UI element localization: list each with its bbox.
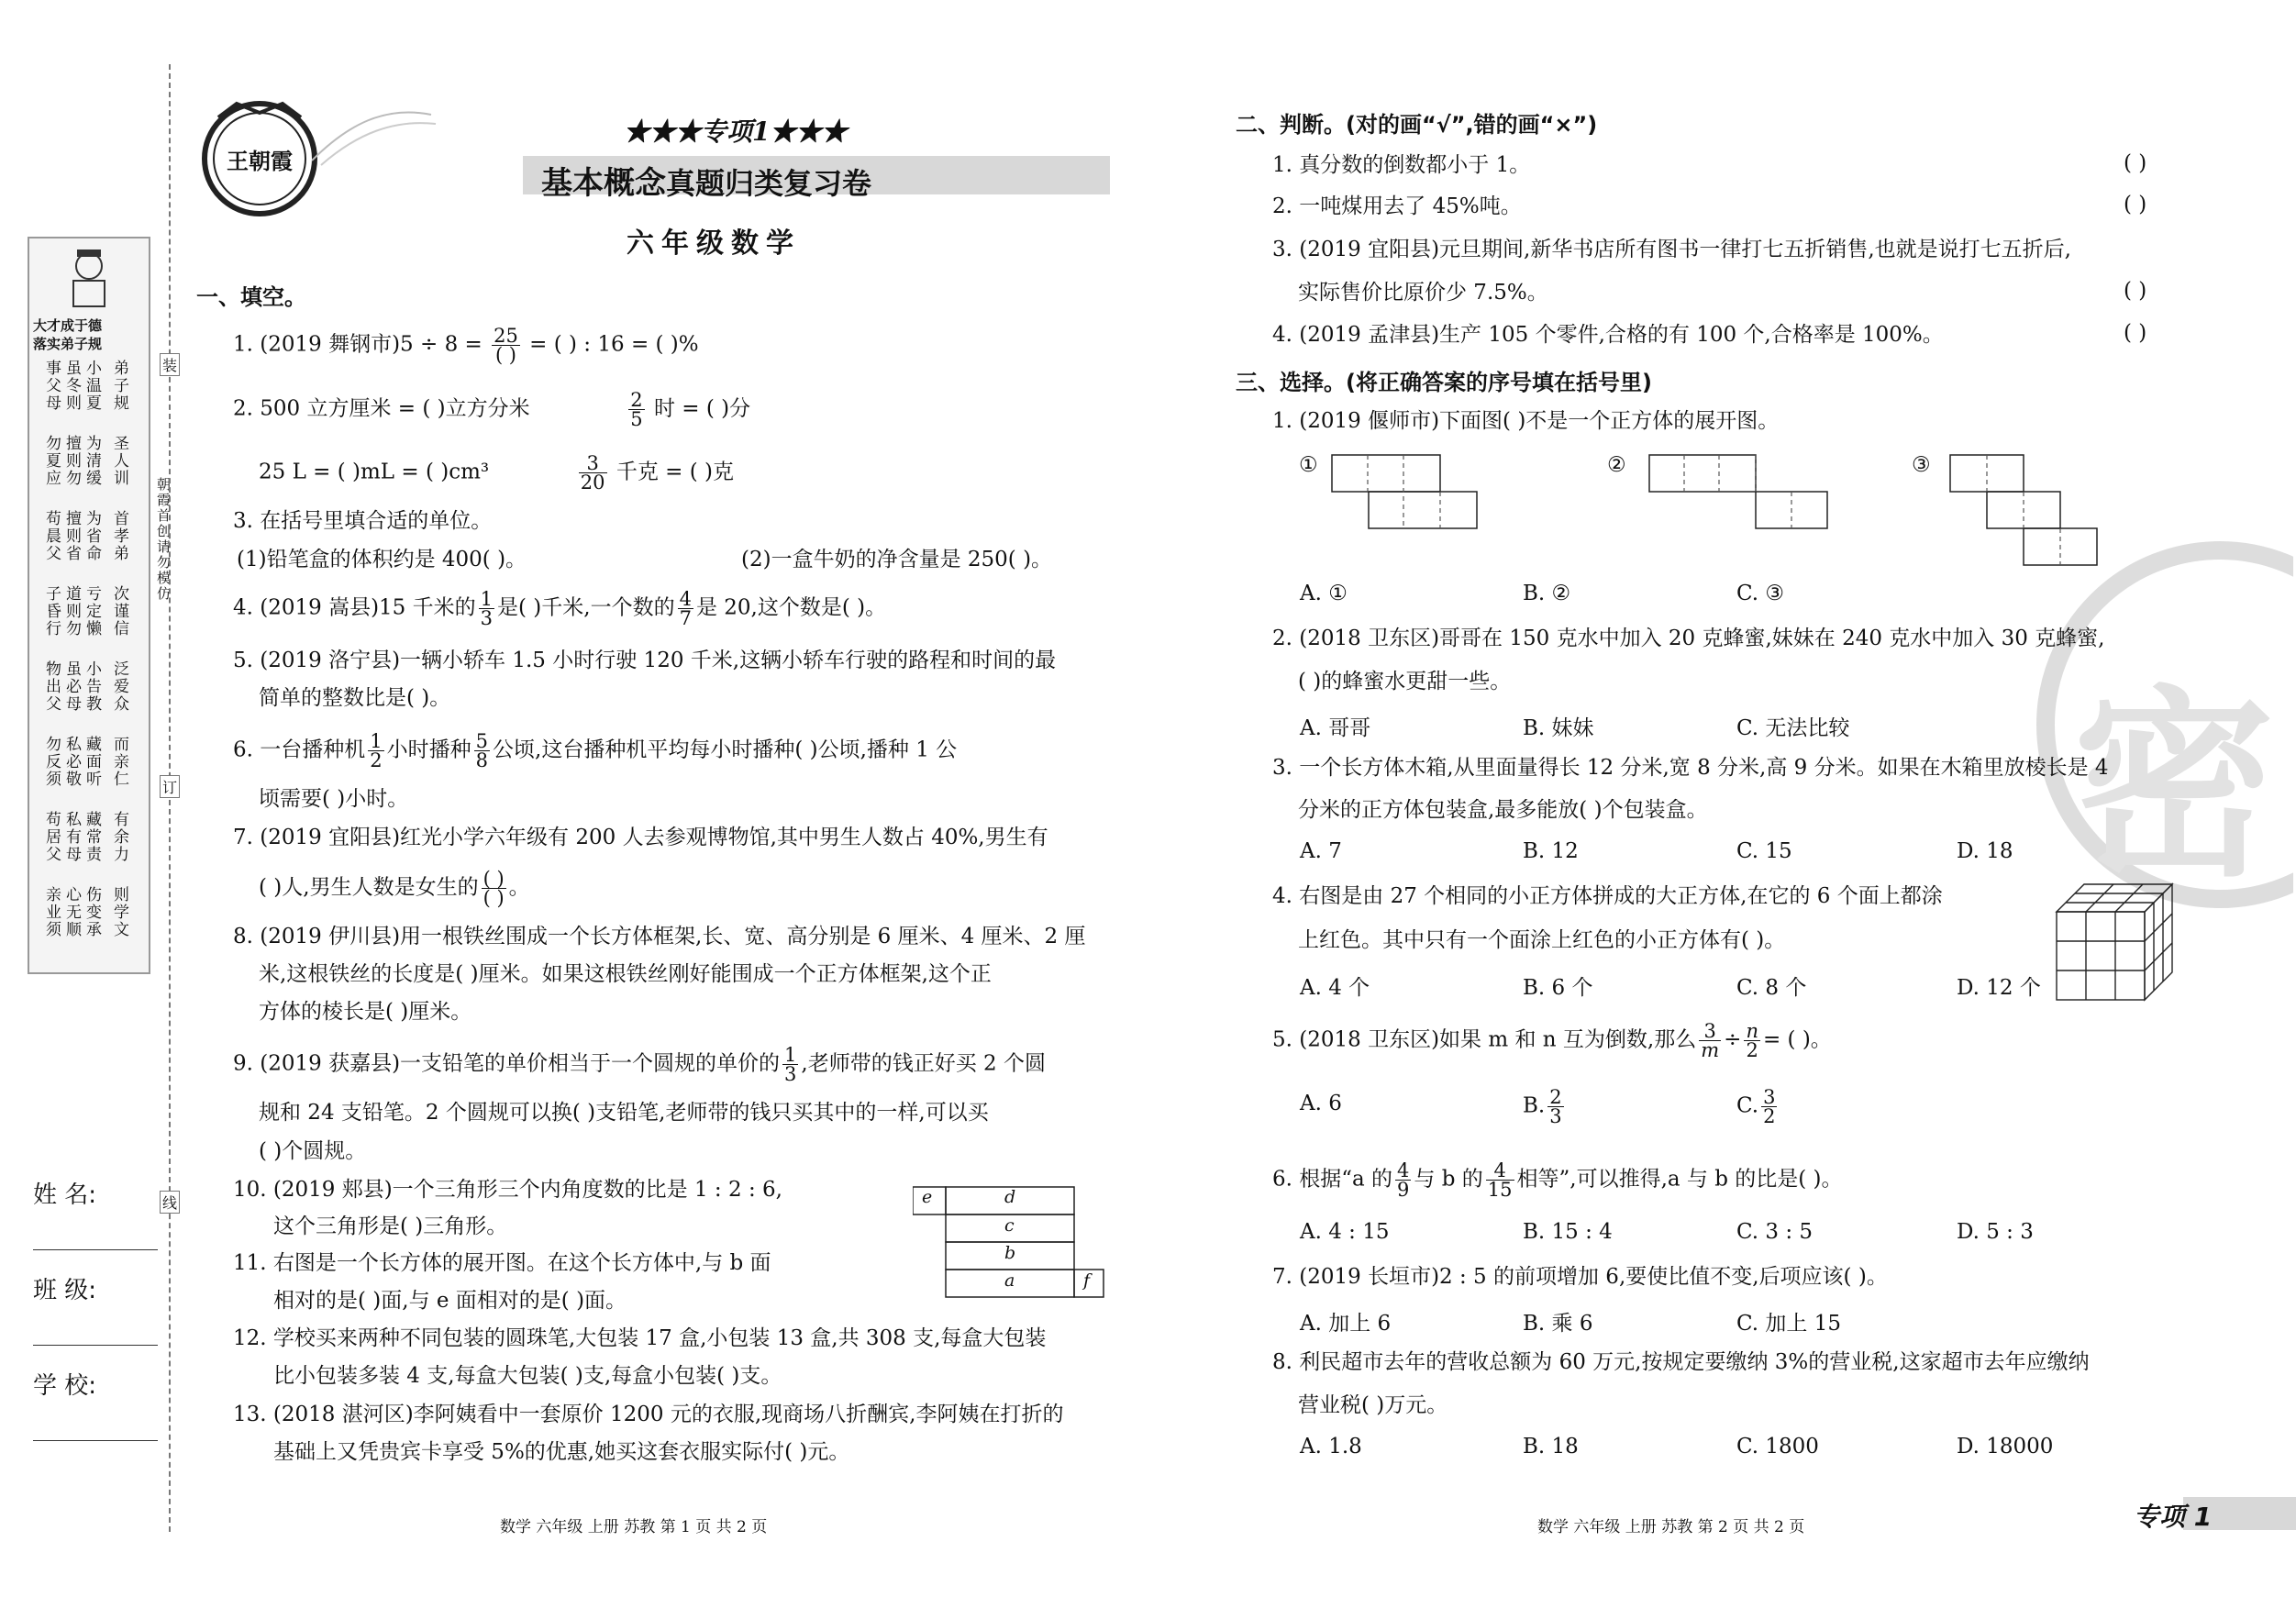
motto-column: 伤变承	[83, 886, 101, 938]
choice-8-option-c[interactable]: C. 1800	[1736, 1435, 1819, 1458]
q7-line1: 7. (2019 宜阳县)红光小学六年级有 200 人去参观博物馆,其中男生人数占 40%,男生有	[233, 826, 1048, 849]
q3: 3. 在括号里填合适的单位。	[233, 509, 493, 533]
q4-f1n: 1	[480, 588, 493, 610]
judge-2-answer[interactable]: ( )	[2124, 193, 2147, 216]
c5-post: = ( )。	[1762, 1027, 1832, 1052]
scholar-figure-icon	[57, 246, 121, 310]
logo-text: 王朝霞	[227, 148, 293, 174]
q9-l1-post: ,老师带的钱正好买 2 个圆	[801, 1051, 1046, 1076]
q7-fraction	[482, 870, 506, 907]
q6-post: 公顷,这台播种机平均每小时播种( )公顷,播种 1 公	[493, 738, 958, 762]
motto-column: 小温夏	[83, 360, 101, 412]
motto-column: 擅则勿	[62, 435, 81, 487]
c5-f2d: 2	[1746, 1039, 1758, 1061]
binding-dashed-line	[169, 64, 171, 1532]
q9-fd: 3	[784, 1063, 797, 1085]
choice-4-option-b[interactable]: B. 6 个	[1523, 976, 1593, 1000]
motto-column: 苟居父	[42, 811, 61, 863]
motto-column: 私必敬	[62, 736, 81, 788]
q5-line1: 5. (2019 洛宁县)一辆小轿车 1.5 小时行驶 120 千米,这辆小轿车行驶的路程和时间的最	[233, 649, 1057, 672]
choice-6-option-a[interactable]: A. 4 : 15	[1300, 1220, 1390, 1244]
q8-line2: 米,这根铁丝的长度是( )厘米。如果这根铁丝刚好能围成一个正方体框架,这个正	[259, 962, 992, 986]
motto-columns	[35, 360, 145, 965]
q4-pre: 4. (2019 嵩县)15 千米的	[233, 595, 476, 620]
q4-f2d: 7	[679, 607, 692, 629]
choice-4-option-d[interactable]: D. 12 个	[1957, 976, 2041, 1000]
judge-3-answer[interactable]: ( )	[2124, 279, 2147, 303]
c5-optC-n: 3	[1763, 1086, 1776, 1108]
judge-1: 1. 真分数的倒数都小于 1。	[1272, 153, 1531, 177]
choice-1-option-c[interactable]: C. ③	[1736, 582, 1785, 605]
footer-page-2: 数学 六年级 上册 苏教 第 2 页 共 2 页	[1537, 1518, 1805, 1536]
judge-3-line1: 3. (2019 宜阳县)元旦期间,新华书店所有图书一律打七五折销售,也就是说打七五折后,	[1272, 238, 2071, 261]
q2b-pre: 25 L = ( )mL = ( )cm³	[259, 460, 490, 484]
q6-line2: 顷需要( )小时。	[259, 787, 409, 811]
motto-column: 心无顺	[62, 886, 81, 938]
motto-column-right: 次谨信	[110, 585, 128, 638]
q1-post: = ( ) : 16 = ( )%	[529, 332, 699, 357]
main-title-rest: 真题归类复习卷	[666, 166, 872, 201]
motto-top-2: 落实弟子规	[33, 336, 103, 352]
net-label-2: ②	[1607, 453, 1626, 477]
motto-column: 藏常责	[83, 811, 101, 863]
net-face-c: c	[1004, 1215, 1015, 1236]
c5-mid: ÷	[1724, 1027, 1742, 1052]
motto-column: 苟晨父	[42, 510, 61, 562]
sidebar-motto-panel	[28, 237, 150, 974]
c6-fraction-2	[1486, 1161, 1514, 1199]
net-face-f: f	[1083, 1270, 1091, 1291]
choice-8-option-d[interactable]: D. 18000	[1957, 1435, 2054, 1458]
choice-3-line2: 分米的正方体包装盒,最多能放( )个包装盒。	[1298, 798, 1708, 822]
q7-fd: ( )	[482, 887, 505, 909]
section1-title: 一、填空。	[196, 284, 306, 310]
choice-6-option-c[interactable]: C. 3 : 5	[1736, 1220, 1814, 1244]
c5-f1d: m	[1701, 1039, 1720, 1061]
q9-line3: ( )个圆规。	[259, 1139, 367, 1163]
choice-7: 7. (2019 长垣市)2 : 5 的前项增加 6,要使比值不变,后项应该( )。	[1272, 1265, 1888, 1289]
c6-fraction-1	[1395, 1161, 1411, 1199]
cube-net-1	[1330, 453, 1486, 532]
motto-column: 藏面听	[83, 736, 101, 788]
q8-line1: 8. (2019 伊川县)用一根铁丝围成一个长方体框架,长、宽、高分别是 6 厘米、4 厘米、2 厘	[233, 925, 1086, 948]
q6	[233, 732, 957, 770]
cuboid-net-figure	[913, 1185, 1110, 1304]
q2b	[259, 454, 734, 492]
choice-4-line2: 上红色。其中只有一个面涂上红色的小正方体有( )。	[1298, 928, 1786, 952]
motto-column-right: 首孝弟	[110, 510, 128, 562]
q6-pre: 6. 一台播种机	[233, 738, 366, 762]
name-label: 姓 名:	[33, 1181, 97, 1209]
q2b-num: 3	[579, 454, 607, 473]
choice-5-option-c[interactable]	[1736, 1088, 1780, 1126]
q2a-den: 5	[630, 408, 643, 430]
q4-mid: 是( )千米,一个数的	[497, 595, 675, 620]
judge-3-line2: 实际售价比原价少 7.5%。	[1298, 281, 1548, 305]
motto-column-right: 而亲仁	[110, 736, 128, 788]
q6-fraction-1	[368, 732, 383, 770]
choice-1-option-a[interactable]: A. ①	[1300, 582, 1348, 605]
motto-column: 事父母	[42, 360, 61, 412]
q4-f2n: 4	[679, 588, 692, 610]
c6-mid: 与 b 的	[1414, 1167, 1483, 1192]
net-label-1: ①	[1299, 453, 1318, 477]
motto-column: 道则勿	[62, 585, 81, 638]
c6-f2d: 15	[1487, 1179, 1513, 1201]
c6-post: 相等”,可以推得,a 与 b 的比是( )。	[1516, 1167, 1843, 1192]
motto-column-right: 圣人训	[110, 435, 128, 487]
c5-optC-pre: C.	[1736, 1093, 1759, 1118]
seal-mark-bottom: 线	[160, 1191, 180, 1214]
name-field[interactable]	[33, 1249, 158, 1250]
class-label: 班 级:	[33, 1277, 97, 1304]
choice-6-option-d[interactable]: D. 5 : 3	[1957, 1220, 2034, 1244]
choice-4-option-a[interactable]: A. 4 个	[1300, 976, 1370, 1000]
q1-fraction	[492, 327, 520, 364]
motto-column: 勿夏应	[42, 435, 61, 487]
section2-title: 二、判断。(对的画“√”,错的画“×”)	[1236, 112, 1598, 138]
choice-2-option-c[interactable]: C. 无法比较	[1736, 716, 1850, 740]
q6-mid: 小时播种	[386, 738, 471, 762]
q8-line3: 方体的棱长是( )厘米。	[259, 1000, 472, 1024]
cube-net-3	[1948, 453, 2104, 571]
q1-num: 25	[494, 325, 518, 347]
q7-l2-pre: ( )人,男生人数是女生的	[259, 875, 479, 900]
motto-column-right: 则学文	[110, 886, 128, 938]
q2a-num: 2	[630, 389, 643, 411]
main-title	[541, 158, 871, 203]
q11-line2: 相对的是( )面,与 e 面相对的是( )面。	[273, 1289, 627, 1313]
q3-2: (2)一盒牛奶的净含量是 250( )。	[741, 548, 1053, 571]
motto-top-1: 大才成于德	[33, 317, 103, 334]
q11-line1: 11. 右图是一个长方体的展开图。在这个长方体中,与 b 面	[233, 1251, 771, 1275]
choice-1-option-b[interactable]: B. ②	[1523, 582, 1571, 605]
cube-net-2	[1647, 453, 1831, 532]
q10-line1: 10. (2019 郏县)一个三角形三个内角度数的比是 1 : 2 : 6,	[233, 1178, 782, 1202]
motto-column: 为省命	[83, 510, 101, 562]
q2b-fraction	[579, 454, 607, 492]
q6-f2n: 5	[475, 730, 489, 752]
class-field[interactable]	[33, 1345, 158, 1346]
c5-optC-fraction	[1761, 1088, 1777, 1126]
motto-column-right: 有余力	[110, 811, 128, 863]
motto-column: 虽必母	[62, 660, 81, 713]
q10-line2: 这个三角形是( )三角形。	[273, 1214, 508, 1238]
q13-line1: 13. (2018 湛河区)李阿姨看中一套原价 1200 元的衣服,现商场八折酬宾,李阿姨在打折的	[233, 1403, 1064, 1426]
corner-tag: 专项 1	[2134, 1502, 2213, 1532]
q9-line2: 规和 24 支铅笔。2 个圆规可以换( )支铅笔,老师带的钱只买其中的一样,可以买	[259, 1101, 989, 1125]
judge-4: 4. (2019 孟津县)生产 105 个零件,合格的有 100 个,合格率是 100%。	[1272, 323, 1944, 347]
q12-line2: 比小包装多装 4 支,每盒大包装( )支,每盒小包装( )支。	[273, 1364, 782, 1388]
net-face-a: a	[1004, 1270, 1015, 1291]
watermark-text: 密	[2073, 666, 2276, 904]
c5-fraction-2	[1744, 1022, 1760, 1059]
q6-f2d: 8	[475, 749, 489, 771]
q3-1: (1)铅笔盒的体积约是 400( )。	[237, 548, 527, 571]
c6-pre: 6. 根据“a 的	[1272, 1167, 1393, 1192]
q7-l2-post: 。	[508, 875, 530, 900]
q7-line2	[259, 870, 530, 907]
rubik-cube-figure	[2053, 881, 2178, 1005]
q12-line1: 12. 学校买来两种不同包装的圆珠笔,大包装 17 盒,小包装 13 盒,共 308 支,每盒大包装	[233, 1326, 1047, 1350]
motto-column: 勿反须	[42, 736, 61, 788]
q4-post: 是 20,这个数是( )。	[695, 595, 887, 620]
choice-3-option-c[interactable]: C. 15	[1736, 839, 1792, 863]
choice-8-line2: 营业税( )万元。	[1298, 1393, 1448, 1417]
choice-2-option-b[interactable]: B. 妹妹	[1523, 716, 1594, 740]
header-stars-title: ★★★专项1★★★	[624, 116, 848, 147]
choice-5	[1272, 1022, 1832, 1059]
school-field[interactable]	[33, 1440, 158, 1441]
motto-column: 物出父	[42, 660, 61, 713]
q4-fraction-2	[678, 590, 693, 627]
choice-7-option-a[interactable]: A. 加上 6	[1300, 1312, 1392, 1336]
choice-8-line1: 8. 利民超市去年的营收总额为 60 万元,按规定要缴纳 3%的营业税,这家超市去年应缴纳	[1272, 1350, 2090, 1374]
choice-3-option-a[interactable]: A. 7	[1300, 839, 1342, 863]
q2a	[233, 391, 750, 428]
choice-7-option-c[interactable]: C. 加上 15	[1736, 1312, 1841, 1336]
net-label-3: ③	[1912, 453, 1931, 477]
school-label: 学 校:	[33, 1372, 97, 1400]
seal-mark-mid: 订	[160, 775, 180, 798]
choice-4-option-c[interactable]: C. 8 个	[1736, 976, 1807, 1000]
motto-column: 亲业须	[42, 886, 61, 938]
q1-den: ( )	[494, 344, 516, 366]
choice-3-option-d[interactable]: D. 18	[1957, 839, 2013, 863]
motto-column: 小告教	[83, 660, 101, 713]
c6-f1d: 9	[1397, 1179, 1410, 1201]
c5-f2n: n	[1746, 1020, 1758, 1042]
c6-f2n: 4	[1486, 1161, 1514, 1181]
judge-2: 2. 一吨煤用去了 45%吨。	[1272, 194, 1522, 218]
c5-optB-pre: B.	[1523, 1093, 1546, 1118]
q2a-post: 时 = ( )分	[653, 396, 751, 421]
q1	[233, 327, 699, 364]
motto-column-right: 弟子规	[110, 360, 128, 412]
choice-5-option-a[interactable]: A. 6	[1300, 1092, 1342, 1115]
motto-column: 亏定懒	[83, 585, 101, 638]
net-face-b: b	[1004, 1243, 1016, 1263]
choice-5-option-b[interactable]	[1523, 1088, 1567, 1126]
choice-7-option-b[interactable]: B. 乘 6	[1523, 1312, 1593, 1336]
c5-fraction-1	[1699, 1022, 1721, 1059]
q9-line1	[233, 1046, 1046, 1083]
motto-column: 为清缓	[83, 435, 101, 487]
vertical-note: 朝霞首创请勿模仿	[155, 477, 172, 602]
q1-pre: 1. (2019 舞钢市)5 ÷ 8 =	[233, 332, 482, 357]
judge-4-answer[interactable]: ( )	[2124, 321, 2147, 345]
c6-f1n: 4	[1397, 1159, 1410, 1181]
choice-3-line1: 3. 一个长方体木箱,从里面量得长 12 分米,宽 8 分米,高 9 分米。如果在木箱里放棱长是 4	[1272, 756, 2109, 780]
c5-optC-d: 2	[1763, 1105, 1776, 1127]
choice-2-option-a[interactable]: A. 哥哥	[1300, 716, 1371, 740]
q9-l1-pre: 9. (2019 获嘉县)一支铅笔的单价相当于一个圆规的单价的	[233, 1051, 781, 1076]
q4	[233, 590, 886, 627]
c5-optB-n: 2	[1549, 1086, 1562, 1108]
choice-6	[1272, 1161, 1843, 1199]
logo	[200, 99, 319, 218]
c5-f1n: 3	[1699, 1022, 1721, 1041]
q9-fn: 1	[784, 1044, 797, 1066]
choice-2-line1: 2. (2018 卫东区)哥哥在 150 克水中加入 20 克蜂蜜,妹妹在 240 克水中加入 30 克蜂蜜,	[1272, 627, 2105, 650]
q5-line2: 简单的整数比是( )。	[259, 686, 451, 710]
q6-fraction-2	[474, 732, 490, 770]
choice-1: 1. (2019 偃师市)下面图( )不是一个正方体的展开图。	[1272, 409, 1780, 433]
c5-pre: 5. (2018 卫东区)如果 m 和 n 互为倒数,那么	[1272, 1027, 1697, 1052]
q2b-den: 20	[580, 471, 605, 494]
c5-optB-d: 3	[1549, 1105, 1562, 1127]
q2a-pre: 2. 500 立方厘米 = ( )立方分米	[233, 396, 530, 421]
subject-title: 六年级数学	[627, 227, 801, 260]
seal-mark-top: 装	[160, 353, 180, 376]
main-title-bold: 基本概念	[541, 165, 666, 202]
choice-4-line1: 4. 右图是由 27 个相同的小正方体拼成的大正方体,在它的 6 个面上都涂	[1272, 884, 1943, 908]
motto-column: 擅则省	[62, 510, 81, 562]
net-face-d: d	[1004, 1187, 1016, 1207]
q7-fn: ( )	[482, 868, 505, 890]
choice-3-option-b[interactable]: B. 12	[1523, 839, 1579, 863]
footer-page-1: 数学 六年级 上册 苏教 第 1 页 共 2 页	[500, 1518, 768, 1536]
motto-column: 虽冬则	[62, 360, 81, 412]
choice-6-option-b[interactable]: B. 15 : 4	[1523, 1220, 1613, 1244]
q2a-fraction	[628, 391, 644, 428]
q2b-post: 千克 = ( )克	[616, 460, 734, 484]
q13-line2: 基础上又凭贵宾卡享受 5%的优惠,她买这套衣服实际付( )元。	[273, 1440, 850, 1464]
c5-optB-fraction	[1547, 1088, 1563, 1126]
net-face-e: e	[922, 1187, 933, 1207]
motto-column-right: 泛爱众	[110, 660, 128, 713]
q4-f1d: 3	[480, 607, 493, 629]
q6-f1d: 2	[370, 749, 383, 771]
ribbon-decoration-icon	[312, 96, 440, 170]
motto-column: 私有母	[62, 811, 81, 863]
choice-8-option-b[interactable]: B. 18	[1523, 1435, 1579, 1458]
choice-8-option-a[interactable]: A. 1.8	[1300, 1435, 1362, 1458]
q4-fraction-1	[479, 590, 494, 627]
q9-fraction	[782, 1046, 798, 1083]
motto-column: 子昏行	[42, 585, 61, 638]
q6-f1n: 1	[370, 730, 383, 752]
section3-title: 三、选择。(将正确答案的序号填在括号里)	[1236, 370, 1652, 395]
choice-2-line2: ( )的蜂蜜水更甜一些。	[1298, 670, 1512, 693]
judge-1-answer[interactable]: ( )	[2124, 151, 2147, 175]
